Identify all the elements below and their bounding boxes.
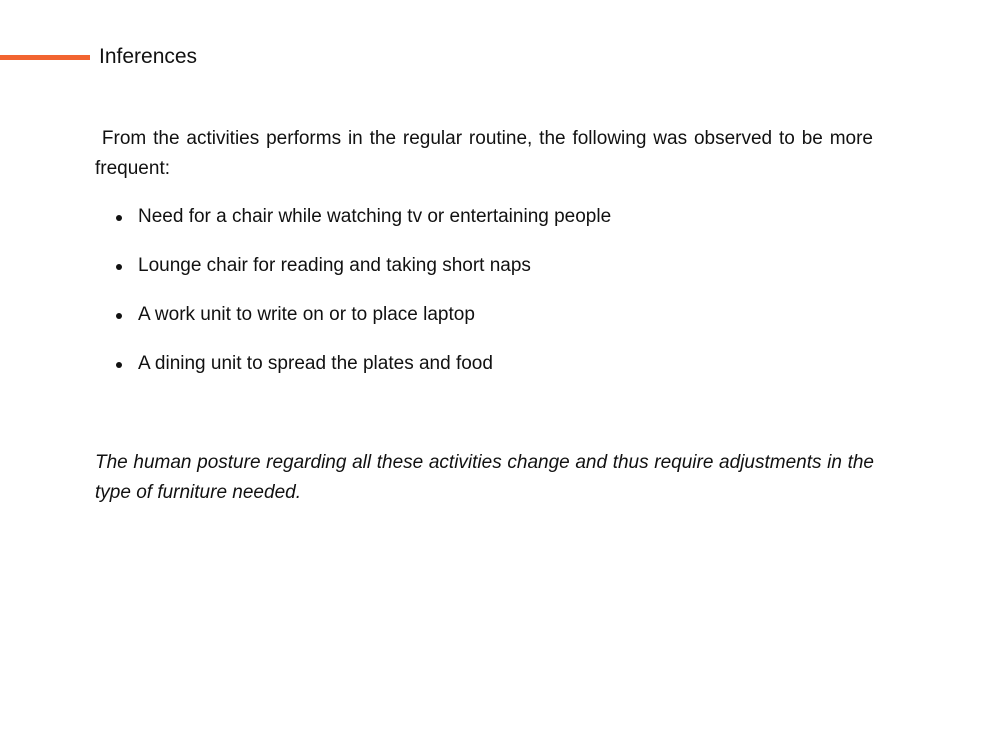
list-item-text: Lounge chair for reading and taking short naps	[138, 255, 531, 276]
observation-list	[95, 202, 873, 398]
intro-paragraph: From the activities performs in the regular routine, the following was observed to be more frequent:	[95, 128, 879, 179]
bullet-icon	[116, 215, 122, 221]
conclusion-paragraph: The human posture regarding all these activities change and thus require adjustments in the type of furniture needed.	[95, 452, 874, 503]
bullet-icon	[116, 264, 122, 270]
list-item-text: A work unit to write on or to place laptop	[138, 304, 475, 325]
list-item	[95, 251, 873, 300]
slide-title: Inferences	[99, 45, 198, 68]
list-item-text: Need for a chair while watching tv or entertaining people	[138, 206, 612, 227]
list-item	[95, 300, 873, 349]
list-item	[95, 349, 873, 398]
list-item-text: A dining unit to spread the plates and food	[138, 353, 493, 374]
title-accent-bar	[0, 55, 90, 60]
bullet-icon	[116, 313, 122, 319]
bullet-icon	[116, 362, 122, 368]
list-item	[95, 202, 873, 251]
